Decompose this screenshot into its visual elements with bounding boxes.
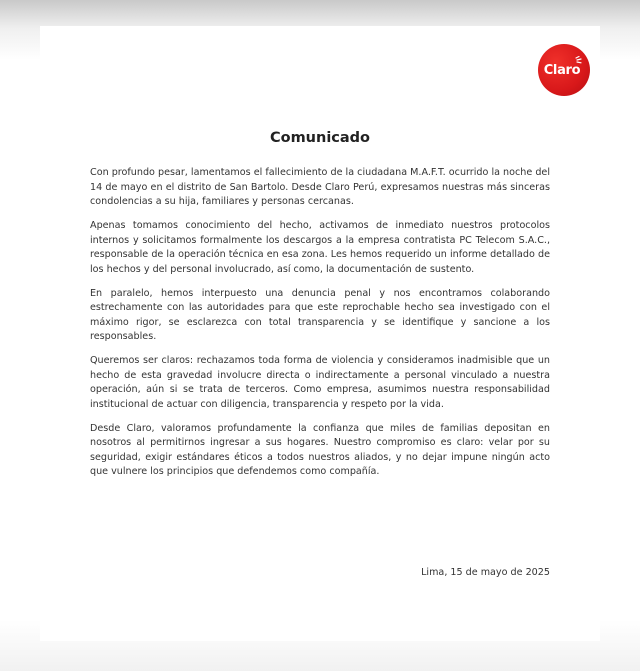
paragraph-4: Queremos ser claros: rechazamos toda forma de violencia y consideramos inadmisible que un hecho de esta gravedad involucre directa o indirectamente a personal vinculado a nuestra operación, aún si se trata de terceros. Como empresa, asumimos nuestra responsabilidad institucional de actuar con diligencia, transparencia y respeto por la vida. xyxy=(90,355,550,410)
document-sheet xyxy=(40,26,600,641)
paragraph-5: Desde Claro, valoramos profundamente la confianza que miles de familias depositan en nosotros al permitirnos ingresar a sus hogares. Nuestro compromiso es claro: velar por su seguridad, exigir estándares éticos a todos nuestros aliados, y no dejar impune ningún acto que vulnere los principios que defendemos como compañía. xyxy=(90,422,550,477)
logo-text: Claro xyxy=(543,62,581,78)
logo-rays-icon xyxy=(574,56,584,66)
document-title: Comunicado xyxy=(269,130,371,146)
paragraph-3: En paralelo, hemos interpuesto una denuncia penal y nos encontramos colaborando estrechamente con las autoridades para que este reprochable hecho sea investigado con el máximo rigor, se esclarezca con total transparencia y se identifique y sancione a los responsables. xyxy=(90,287,550,342)
paragraph-1: Con profundo pesar, lamentamos el fallecimiento de la ciudadana M.A.F.T. ocurrido la noche del 14 de mayo en el distrito de San Bartolo. Desde Claro Perú, expresamos nuestras más sinceras condolencias a su hija, familiares y personas cercanas. xyxy=(90,167,550,207)
paragraph-2: Apenas tomamos conocimiento del hecho, activamos de inmediato nuestros protocolos internos y solicitamos formalmente los descargos a la empresa contratista PC Telecom S.A.C., responsable de la operación técnica en esa zona. Les hemos requerido un informe detallado de los hechos y del personal involucrado, así como, la documentación de sustento. xyxy=(90,220,550,275)
document-body xyxy=(90,166,550,489)
claro-logo xyxy=(538,44,590,96)
signature-date: Lima, 15 de mayo de 2025 xyxy=(421,567,550,578)
